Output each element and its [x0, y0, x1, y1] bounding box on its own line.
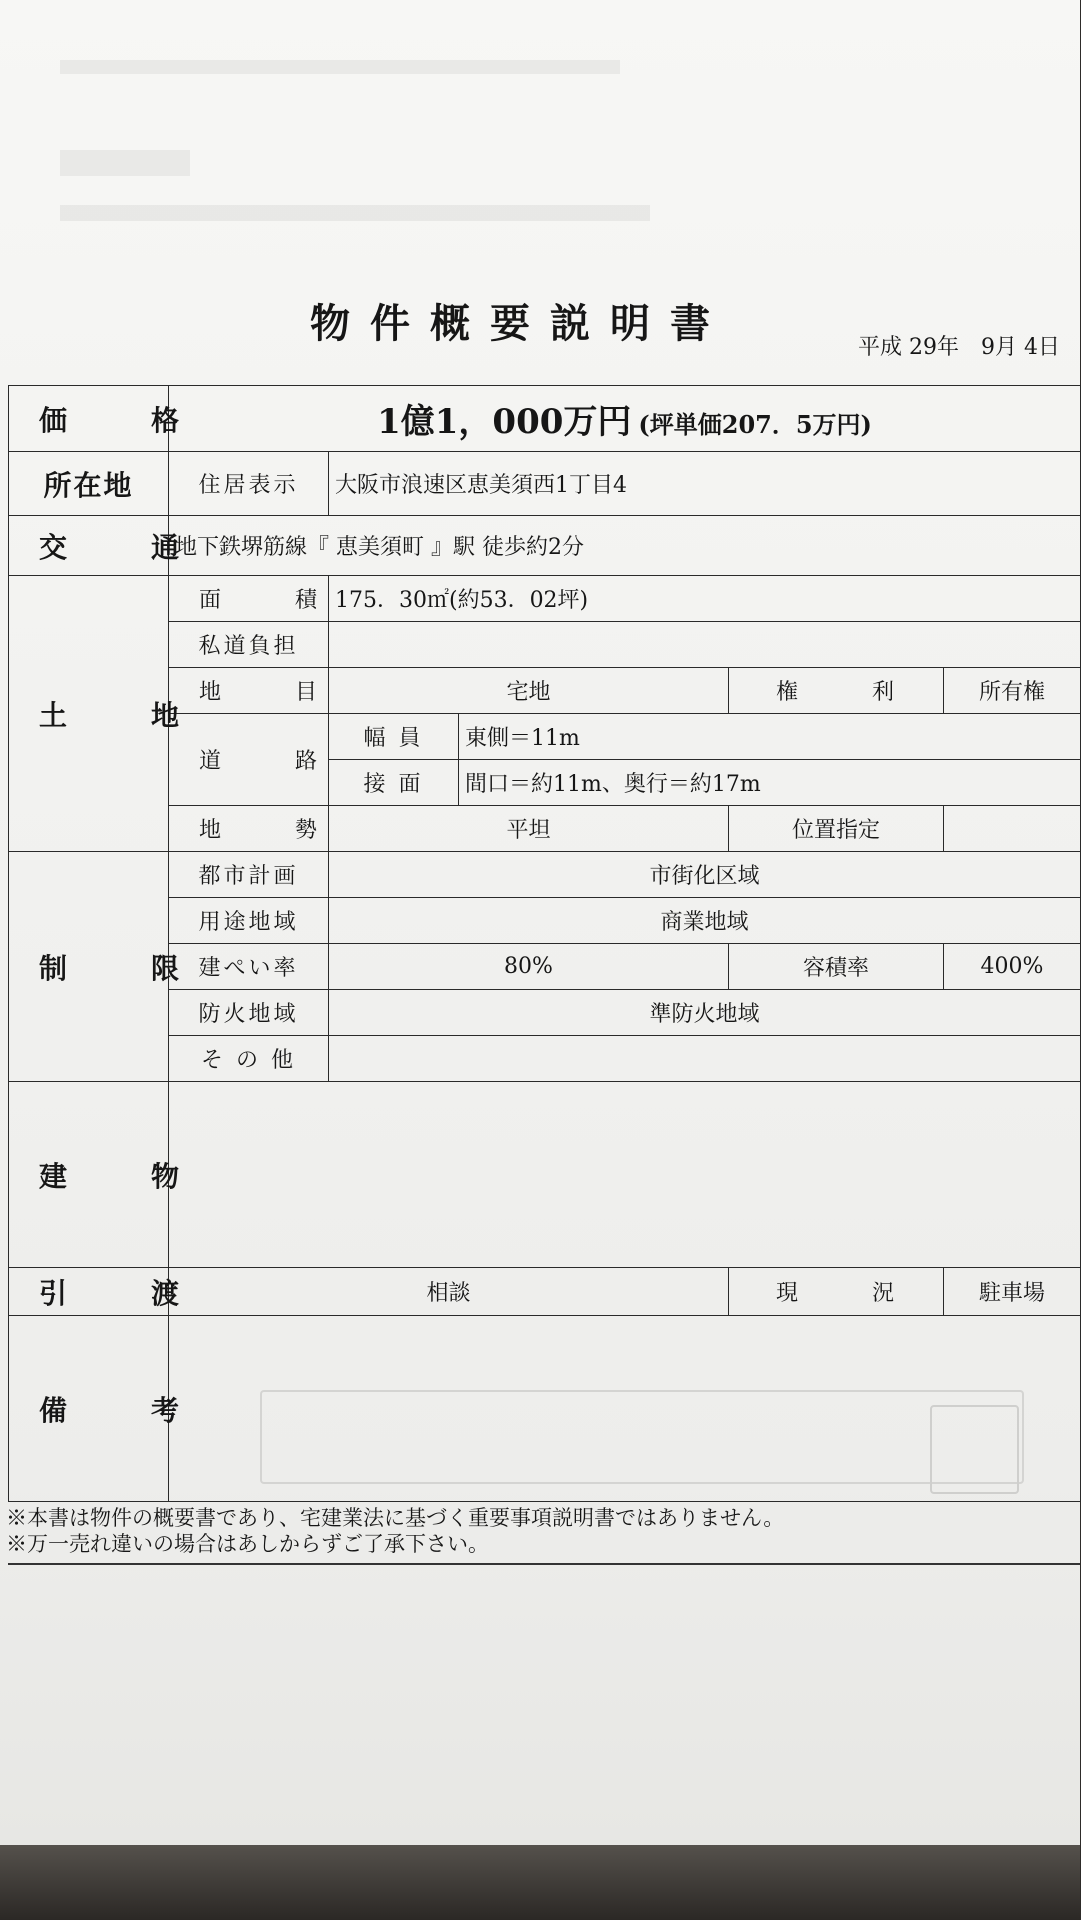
- bleed-through-mark: [60, 205, 650, 221]
- zoning-value: 商業地域: [329, 898, 1081, 944]
- coverage-ratio-value: 80%: [329, 944, 729, 990]
- unit-price-value: (坪単価207．5万円): [638, 410, 872, 439]
- transport-row: [9, 516, 1081, 576]
- location-row: [9, 452, 1081, 516]
- remarks-label: 備 考: [9, 1316, 169, 1502]
- footnote-item: ※万一売れ違いの場合はあしからずご了承下さい。: [6, 1532, 489, 1556]
- land-area-value: 175．30㎡(約53．02坪): [329, 576, 1081, 622]
- handover-label: 引 渡: [9, 1268, 169, 1316]
- other-restrictions-row: [9, 1036, 1081, 1082]
- terrain-value: 平坦: [329, 806, 729, 852]
- zoning-label: 用途地域: [169, 898, 329, 944]
- building-label: 建 物: [9, 1082, 169, 1268]
- other-restrictions-label: そ の 他: [169, 1036, 329, 1082]
- remarks-value: [169, 1316, 1081, 1502]
- road-label: 道 路: [169, 714, 329, 806]
- remarks-row: [9, 1316, 1081, 1502]
- land-label: 土 地: [9, 576, 169, 852]
- building-row: [9, 1082, 1081, 1268]
- land-category-value: 宅地: [329, 668, 729, 714]
- rights-label: 権 利: [729, 668, 944, 714]
- desk-background: [0, 1845, 1080, 1920]
- land-area-label: 面 積: [169, 576, 329, 622]
- floor-area-ratio-value: 400%: [944, 944, 1081, 990]
- footnote-divider: [8, 1563, 1080, 1565]
- urban-plan-value: 市街化区域: [329, 852, 1081, 898]
- floor-area-ratio-label: 容積率: [729, 944, 944, 990]
- road-width-value: 東側＝11m: [459, 714, 1081, 760]
- price-cell: [169, 386, 1081, 452]
- urban-plan-label: 都市計画: [169, 852, 329, 898]
- bleed-through-mark: [60, 60, 620, 74]
- position-designation-label: 位置指定: [729, 806, 944, 852]
- urban-plan-row: [9, 852, 1081, 898]
- current-status-value: 駐車場: [944, 1268, 1081, 1316]
- private-road-value: [329, 622, 1081, 668]
- handover-row: [9, 1268, 1081, 1316]
- fire-zone-value: 準防火地域: [329, 990, 1081, 1036]
- location-label: 所在地: [9, 452, 169, 516]
- fire-zone-row: [9, 990, 1081, 1036]
- rights-value: 所有権: [944, 668, 1081, 714]
- property-summary-table: [8, 385, 1081, 1502]
- transport-label: 交 通: [9, 516, 169, 576]
- terrain-label: 地 勢: [169, 806, 329, 852]
- fire-zone-label: 防火地域: [169, 990, 329, 1036]
- price-value: 1億1，000万円: [377, 402, 632, 442]
- land-category-label: 地 目: [169, 668, 329, 714]
- footnotes: [6, 1505, 784, 1557]
- handover-value: 相談: [169, 1268, 729, 1316]
- terrain-row: [9, 806, 1081, 852]
- current-status-label: 現 況: [729, 1268, 944, 1316]
- restrictions-label: 制 限: [9, 852, 169, 1082]
- private-road-row: [9, 622, 1081, 668]
- private-road-label: 私道負担: [169, 622, 329, 668]
- document-title: 物件概要説明書: [310, 300, 730, 347]
- road-frontage-value: 間口＝約11m、奥行＝約17m: [459, 760, 1081, 806]
- road-frontage-label: 接 面: [329, 760, 459, 806]
- price-row: [9, 386, 1081, 452]
- price-label: 価 格: [9, 386, 169, 452]
- address-value: 大阪市浪速区恵美須西1丁目4: [329, 452, 1081, 516]
- coverage-ratio-label: 建ぺい率: [169, 944, 329, 990]
- footnote-item: ※本書は物件の概要書であり、宅建業法に基づく重要事項説明書ではありません。: [6, 1506, 785, 1530]
- document-date: 平成 29年 9月 4日: [858, 335, 1060, 360]
- road-width-label: 幅 員: [329, 714, 459, 760]
- bleed-through-mark: [60, 150, 190, 176]
- transport-value: 地下鉄堺筋線『 恵美須町 』駅 徒歩約2分: [169, 516, 1081, 576]
- other-restrictions-value: [329, 1036, 1081, 1082]
- building-value: [169, 1082, 1081, 1268]
- land-area-row: [9, 576, 1081, 622]
- address-sub-label: 住居表示: [169, 452, 329, 516]
- zoning-row: [9, 898, 1081, 944]
- position-designation-value: [944, 806, 1081, 852]
